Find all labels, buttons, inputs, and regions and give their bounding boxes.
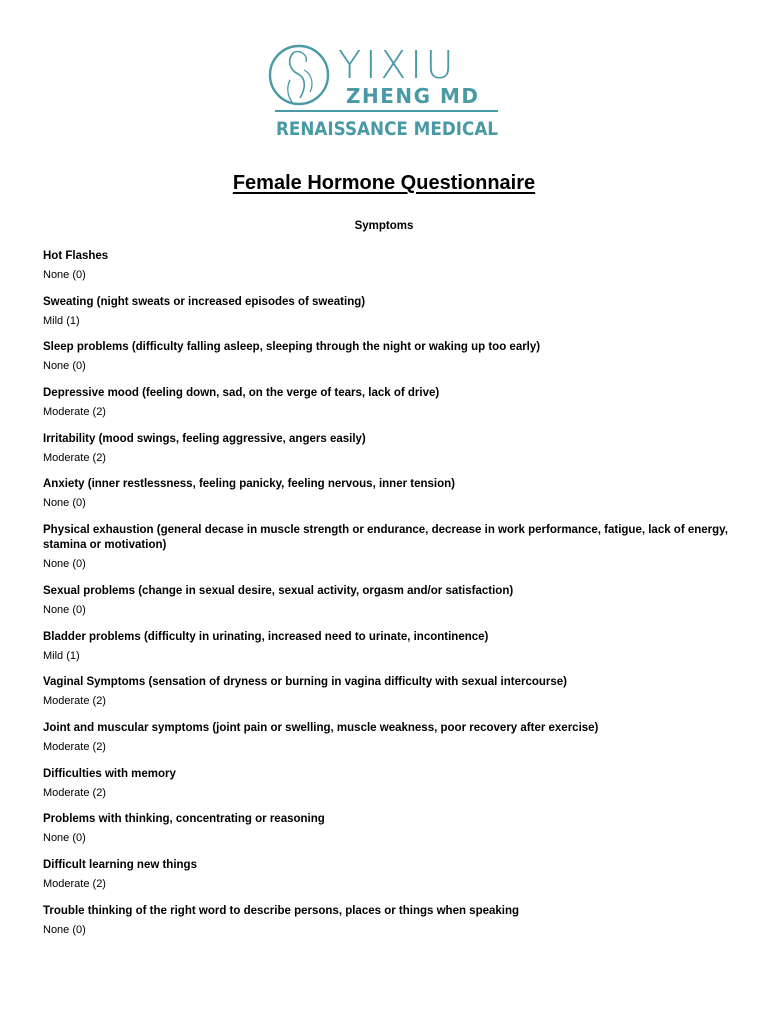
- logo-graphic: [268, 40, 508, 140]
- questionnaire-item: [43, 721, 733, 755]
- answer-text: Moderate (2): [43, 451, 106, 464]
- question-text: Problems with thinking, concentrating or reasoning: [43, 813, 325, 826]
- question-text: Bladder problems (difficulty in urinating, increased need to urinate, incontinence): [43, 630, 489, 643]
- question-text: Sexual problems (change in sexual desire, sexual activity, orgasm and/or satisfaction): [43, 584, 514, 597]
- logo-practice-text: RENAISSANCE MEDICAL: [276, 118, 498, 140]
- answer-text: None (0): [43, 269, 86, 281]
- question-text: Physical exhaustion (general decase in muscle strength or endurance, decrease in work performance, fatigue, lack of energy, stamina or motivation): [43, 524, 728, 552]
- section-heading: Symptoms: [354, 220, 414, 232]
- question-text: Vaginal Symptoms (sensation of dryness or burning in vagina difficulty with sexual intercourse): [43, 676, 567, 689]
- questionnaire-item: [43, 523, 733, 572]
- questionnaire-item: [43, 477, 733, 511]
- questionnaire-item: [43, 904, 733, 938]
- questionnaire-item: [43, 630, 733, 664]
- questionnaire-item: [43, 675, 733, 709]
- question-text: Depressive mood (feeling down, sad, on the verge of tears, lack of drive): [43, 387, 440, 400]
- question-text: Anxiety (inner restlessness, feeling panicky, feeling nervous, inner tension): [43, 478, 455, 491]
- questionnaire-item: [43, 386, 733, 420]
- answer-text: Mild (1): [43, 649, 80, 662]
- questionnaire-item: [43, 858, 733, 892]
- answer-text: None (0): [43, 497, 86, 510]
- answer-text: Moderate (2): [43, 740, 106, 753]
- question-text: Difficult learning new things: [43, 858, 197, 871]
- questionnaire-item: [43, 432, 733, 466]
- questionnaire-item: [43, 767, 733, 801]
- question-text: Sweating (night sweats or increased episodes of sweating): [43, 295, 366, 308]
- answer-text: None (0): [43, 603, 86, 616]
- question-text: Sleep problems (difficulty falling asleep, sleeping through the night or waking up too early): [43, 341, 541, 354]
- answer-text: Mild (1): [43, 314, 80, 327]
- questionnaire-item: [43, 249, 733, 283]
- practice-logo: [268, 40, 508, 140]
- answer-text: None (0): [43, 923, 86, 936]
- question-text: Trouble thinking of the right word to describe persons, places or things when speaking: [43, 904, 520, 917]
- answer-text: None (0): [43, 558, 86, 571]
- question-text: Hot Flashes: [43, 250, 109, 262]
- answer-text: Moderate (2): [43, 877, 106, 890]
- questionnaire-item: [43, 584, 733, 618]
- question-text: Irritability (mood swings, feeling aggressive, angers easily): [43, 432, 366, 445]
- question-text: Joint and muscular symptoms (joint pain or swelling, muscle weakness, poor recovery after exercise): [43, 721, 599, 734]
- questionnaire-item: [43, 340, 733, 374]
- logo-credential-text: ZHENG MD: [346, 84, 480, 108]
- answer-text: None (0): [43, 832, 86, 845]
- questionnaire-list: [43, 249, 733, 949]
- document-title: Female Hormone Questionnaire: [232, 172, 536, 194]
- answer-text: Moderate (2): [43, 406, 106, 419]
- answer-text: None (0): [43, 360, 86, 373]
- question-text: Difficulties with memory: [43, 767, 176, 780]
- logo-name-text: YIXIU: [338, 43, 458, 87]
- questionnaire-item: [43, 812, 733, 846]
- questionnaire-item: [43, 295, 733, 329]
- answer-text: Moderate (2): [43, 786, 106, 799]
- answer-text: Moderate (2): [43, 695, 106, 708]
- logo-divider: [275, 110, 498, 112]
